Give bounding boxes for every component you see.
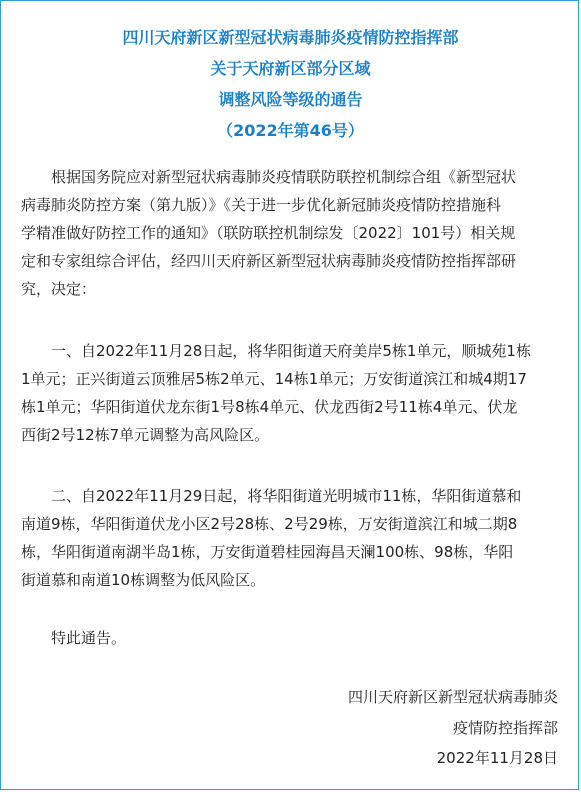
intro-line: 究，决定：: [21, 280, 97, 298]
item-1-paragraph: [21, 337, 560, 449]
item-2-line: 栋，华阳街道南湖半岛1栋，万安街道碧桂园海昌天澜100栋、98栋，华阳: [21, 543, 514, 561]
item-1-line: 1单元；正兴街道云顶雅居5栋2单元、14栋1单元；万安街道滨江和城4期17: [21, 370, 527, 388]
item-1-line: 一、自2022年11月28日起，将华阳街道天府美岸5栋1单元，顺城苑1栋: [51, 342, 531, 360]
intro-line: 根据国务院应对新型冠状病毒肺炎疫情联防联控机制综合组《新型冠状: [51, 168, 517, 186]
item-2-line: 南道9栋，华阳街道伏龙小区2号28栋、2号29栋，万安街道滨江和城二期8: [21, 515, 518, 533]
intro-line: 学精准做好防控工作的通知》（联防联控机制综发〔2022〕101号）相关规: [21, 224, 516, 242]
signature-org-line-1: 四川天府新区新型冠状病毒肺炎: [347, 688, 558, 706]
title-line-1: 四川天府新区新型冠状病毒肺炎疫情防控指挥部: [122, 28, 459, 47]
item-2-line: 街道慕和南道10栋调整为低风险区。: [21, 571, 266, 589]
signature-org-line-2: 疫情防控指挥部: [452, 719, 558, 737]
closing-text: 特此通告。: [51, 629, 127, 647]
title-line-4: （2022年第46号）: [217, 121, 364, 140]
title-line-2: 关于天府新区部分区域: [210, 59, 371, 78]
intro-paragraph: [21, 163, 560, 303]
item-1-line: 栋1单元；华阳街道伏龙东街1号8栋4单元、伏龙西街2号11栋4单元、伏龙: [21, 398, 518, 416]
signature-date: 2022年11月28日: [436, 749, 558, 767]
closing-paragraph: [21, 624, 560, 652]
item-2-paragraph: [21, 482, 560, 594]
title-line-3: 调整风险等级的通告: [218, 90, 363, 109]
intro-line: 病毒肺炎防控方案（第九版）》《关于进一步优化新冠肺炎疫情防控措施科: [21, 196, 502, 214]
intro-line: 定和专家组综合评估，经四川天府新区新型冠状病毒肺炎疫情防控指挥部研: [21, 252, 517, 270]
item-1-line: 西街2号12栋7单元调整为高风险区。: [21, 426, 270, 444]
item-2-line: 二、自2022年11月29日起，将华阳街道光明城市11栋，华阳街道慕和: [51, 487, 522, 505]
